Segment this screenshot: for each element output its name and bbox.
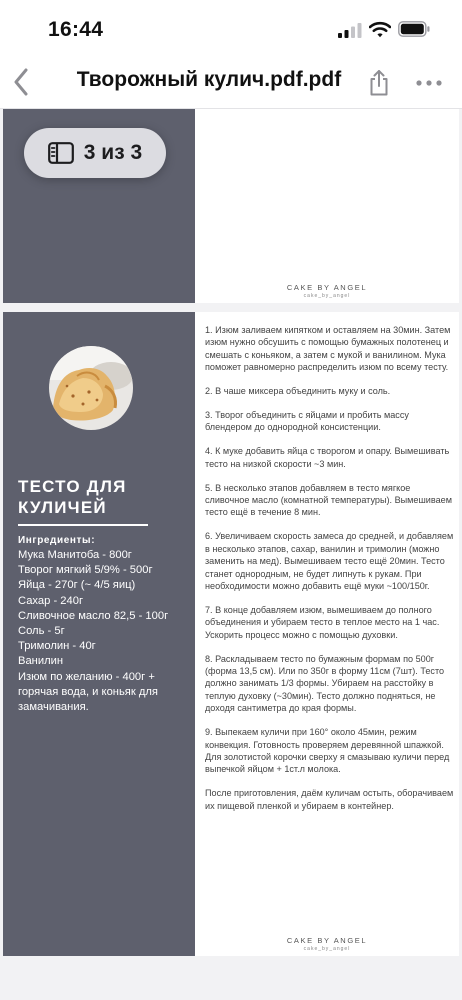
recipe-title: ТЕСТО ДЛЯ КУЛИЧЕЙ xyxy=(18,477,127,517)
chevron-left-icon xyxy=(13,68,29,96)
status-time: 16:44 xyxy=(48,18,104,41)
recipe-step: 4. К муке добавить яйца с творогом и опару. Вымешивать тесто на низкой скорости ~3 мин. xyxy=(205,446,450,469)
ingredients-list xyxy=(18,548,190,715)
more-icon xyxy=(416,80,442,86)
recipe-step: После приготовления, даём куличам остыть, оборачиваем их пищевой пленкой и убираем в контейнер. xyxy=(205,788,454,811)
recipe-step: 3. Творог объединить с яйцами и пробить массу блендером до однородной консистенции. xyxy=(205,410,409,433)
ingredient-item: Мука Манитоба - 800г xyxy=(18,549,132,561)
ingredient-item: Тримолин - 40г xyxy=(18,640,96,653)
page-indicator-button[interactable] xyxy=(24,128,166,178)
document-title: Творожный кулич.pdf.pdf xyxy=(76,68,342,91)
battery-icon xyxy=(398,21,430,37)
share-icon xyxy=(368,69,390,97)
wifi-icon xyxy=(369,21,391,38)
ingredient-item: Творог мягкий 5/9% - 500г xyxy=(18,564,153,577)
ingredient-item: Яйца - 270г (~ 4/5 яиц) xyxy=(18,579,136,592)
recipe-steps xyxy=(205,324,457,824)
recipe-step: 9. Выпекаем куличи при 160° около 45мин, режим конвекция. Готовность проверяем деревянной шпажкой. Для золотистой корочки сверху я смазываю куличи перед выпечкой яйцом + 1ст.л молока. xyxy=(205,727,450,775)
ingredient-item: Сливочное масло 82,5 - 100г xyxy=(18,609,169,622)
footer-brand: CAKE BY ANGEL xyxy=(286,283,368,292)
footer-brand: CAKE BY ANGEL xyxy=(286,936,368,945)
recipe-step: 7. В конце добавляем изюм, вымешиваем до полного объединения и убираем тесто в теплое место на 1 час. Ускорить процесс можно с помощью духовки. xyxy=(205,604,440,640)
back-button[interactable] xyxy=(6,64,36,100)
ingredient-item: Соль - 5г xyxy=(18,625,65,638)
footer-sub: cake_by_angel xyxy=(303,946,351,952)
share-button[interactable] xyxy=(364,66,394,100)
bread-image xyxy=(49,346,133,430)
cellular-signal-icon xyxy=(338,22,362,38)
ingredient-item: Сахар - 240г xyxy=(18,594,84,607)
recipe-step: 5. В несколько этапов добавляем в тесто мягкое сливочное масло (комнатной температуры). Вымешиваем тесто ещё в течение 8 мин. xyxy=(205,482,452,518)
pdf-page-3[interactable] xyxy=(3,312,459,956)
ingredients-heading: Ингредиенты: xyxy=(18,535,96,546)
status-bar xyxy=(0,0,462,58)
ingredient-item: Ванилин xyxy=(18,655,64,668)
sidebar-thumbnails-icon xyxy=(48,142,74,164)
kulich-photo xyxy=(49,346,133,430)
recipe-step: 8. Раскладываем тесто по бумажным формам по 500г (форма 13,5 см). Или по 350г в форму 11см (7шт). Тесто должно занимать 1/3 формы. Убираем на расстойку в теплую духовку (~30мин). Тесто должно подняться, не доходя сантиметра до края формы. xyxy=(205,653,445,714)
recipe-step: 2. В чаше миксера объединить муку и соль. xyxy=(205,386,391,397)
more-options-button[interactable] xyxy=(412,70,446,96)
nav-bar xyxy=(0,58,462,109)
footer-sub: cake_by_angel xyxy=(303,293,351,299)
ingredient-item: Изюм по желанию - 400г + горячая вода, и коньяк для замачивания. xyxy=(18,670,158,714)
title-divider xyxy=(18,524,148,526)
recipe-step: 6. Увеличиваем скорость замеса до средней, и добавляем в несколько этапов, сахар, ванилин и тримолин (можно заменить на мед). Вымешиваем тесто ещё 20мин. Тесто станет однородным, не будет липнуть к рукам. При необходимости можно добавить ещё муки ~100/150г. xyxy=(205,531,454,591)
page-indicator-label: 3 из 3 xyxy=(83,141,143,164)
recipe-step: 1. Изюм заливаем кипятком и оставляем на 30мин. Затем изюм нужно обсушить с помощью бумажных полотенец и смешать с коньяком, а затем с мукой и ванилином. Мука поможет равномерно распределить изюм по всему тесту. xyxy=(205,325,451,373)
